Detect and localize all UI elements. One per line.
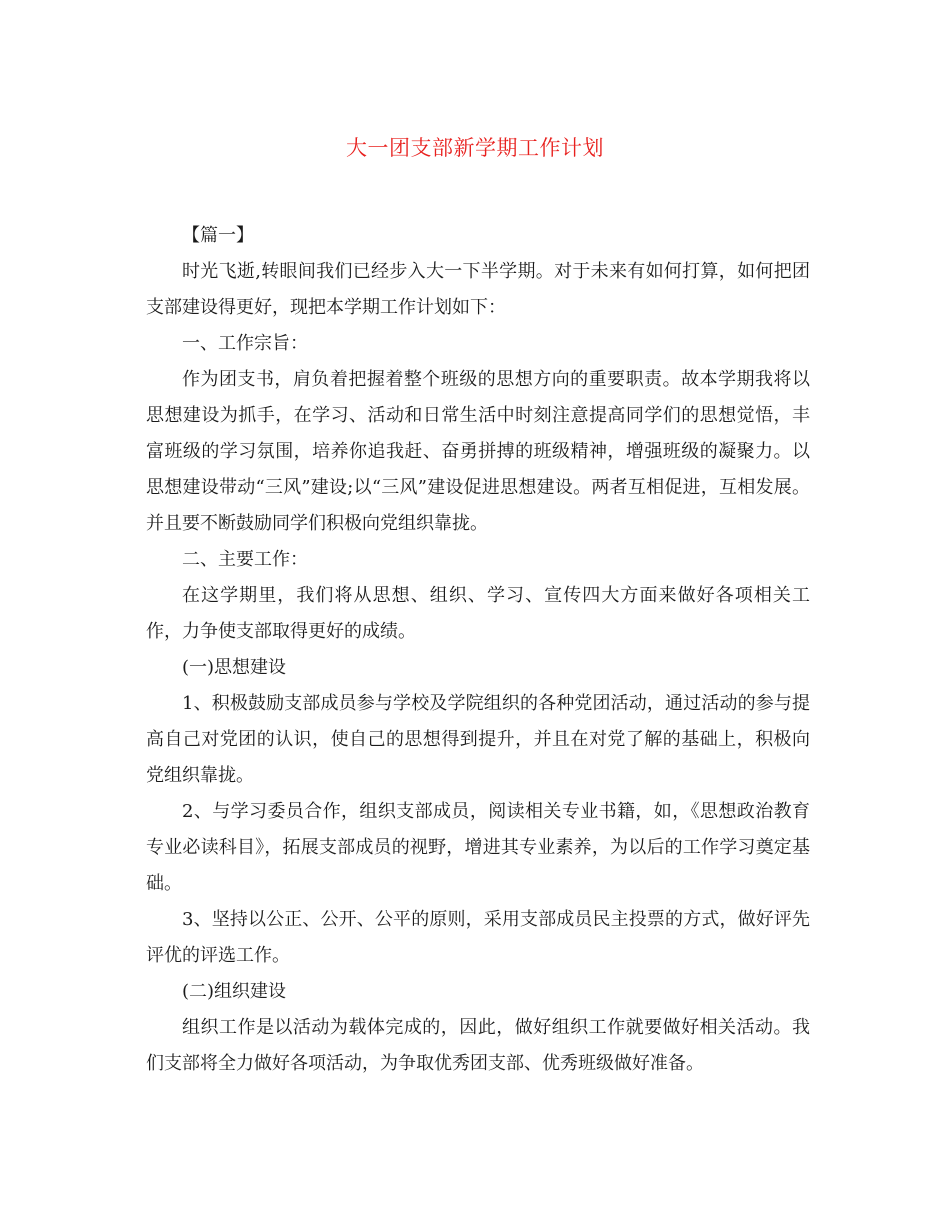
work-purpose-paragraph: 作为团支书，肩负着把握着整个班级的思想方向的重要职责。故本学期我将以思想建设为抓手，在学习、活动和日常生活中时刻注意提高同学们的思想觉悟，丰富班级的学习氛围，培养你追我赶、奋勇拼搏的班级精神，增强班级的凝聚力。以思想建设带动“三风”建设;以“三风”建设促进思想建设。两者互相促进，互相发展。并且要不断鼓励同学们积极向党组织靠拢。 — [146, 369, 810, 534]
section-heading-part-one: 【篇一】 — [182, 225, 254, 246]
subheading-ideological-building: (一)思想建设 — [182, 657, 287, 678]
list-item-1: 1、积极鼓励支部成员参与学校及学院组织的各种党团活动，通过活动的参与提高自己对党团的认识，使自己的思想得到提升，并且在对党了解的基础上，积极向党组织靠拢。 — [146, 693, 810, 786]
document-body — [146, 218, 810, 1082]
organization-paragraph: 组织工作是以活动为载体完成的，因此，做好组织工作就要做好相关活动。我们支部将全力做好各项活动，为争取优秀团支部、优秀班级做好准备。 — [146, 1017, 810, 1074]
intro-paragraph: 时光飞逝,转眼间我们已经步入大一下半学期。对于未来有如何打算，如何把团支部建设得更好，现把本学期工作计划如下： — [146, 261, 810, 318]
list-item-2: 2、与学习委员合作，组织支部成员，阅读相关专业书籍，如，《思想政治教育专业必读科目》，拓展支部成员的视野，增进其专业素养，为以后的工作学习奠定基础。 — [146, 801, 810, 894]
list-item-3: 3、坚持以公正、公开、公平的原则，采用支部成员民主投票的方式，做好评先评优的评选工作。 — [146, 909, 810, 966]
main-work-paragraph: 在这学期里，我们将从思想、组织、学习、宣传四大方面来做好各项相关工作，力争使支部取得更好的成绩。 — [146, 585, 810, 642]
document-title: 大一团支部新学期工作计划 — [346, 136, 604, 160]
heading-work-purpose: 一、工作宗旨： — [182, 333, 308, 354]
subheading-organization-building: (二)组织建设 — [182, 981, 287, 1002]
heading-main-work: 二、主要工作： — [182, 549, 308, 570]
